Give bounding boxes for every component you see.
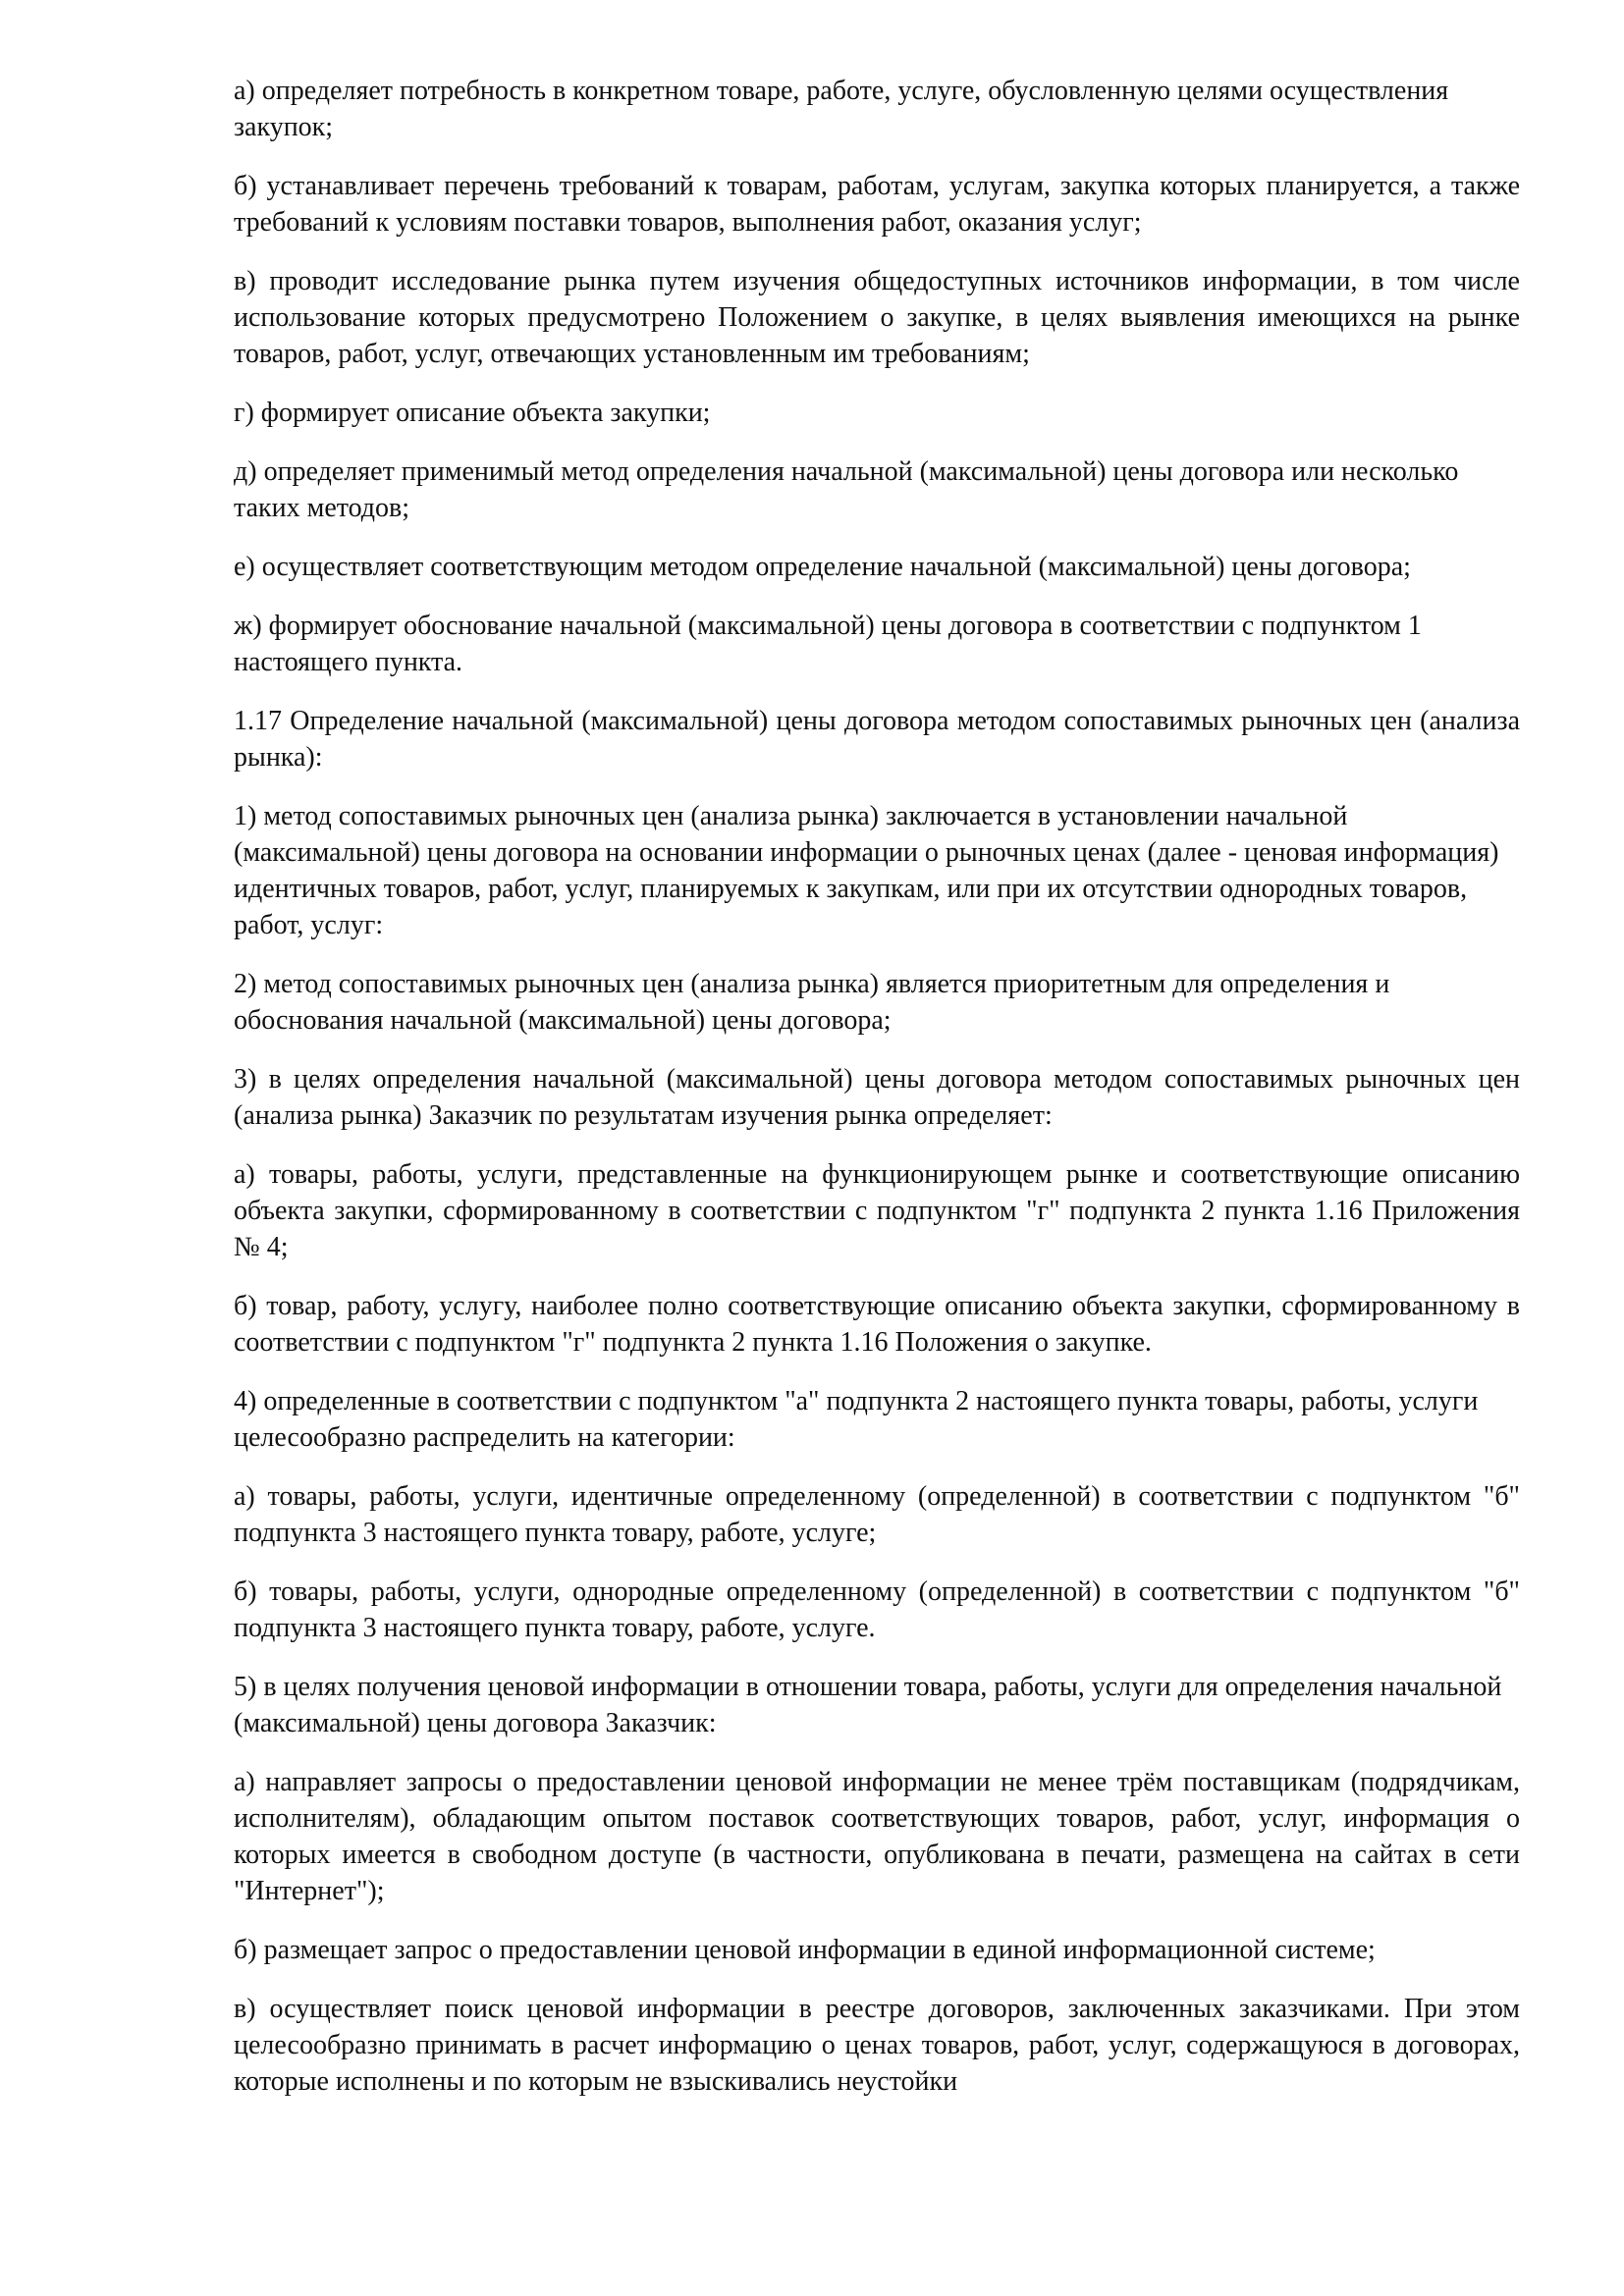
paragraph-5-price-info: 5) в целях получения ценовой информации в отношении товара, работы, услуги для определения начальной (максимальной) цены договора Заказчик:: [234, 1672, 1502, 1738]
paragraph-4b-homogeneous: б) товары, работы, услуги, однородные определенному (определенной) в соответствии с подпунктом "б" подпункта 3 настоящего пункта товару, работе, услуге.: [234, 1576, 1520, 1643]
paragraph-5v-contract-registry: в) осуществляет поиск ценовой информации в реестре договоров, заключенных заказчиками. При этом целесообразно принимать в расчет информацию о ценах товаров, работ, услуг, содержащуюся в договорах, которые исполнены и по которым не взыскивались неустойки: [234, 1994, 1520, 2097]
paragraph-3a-goods-on-market: а) товары, работы, услуги, представленные на функционирующем рынке и соответствующие описанию объекта закупки, сформированному в соответствии с подпунктом "г" подпункта 2 пункта 1.16 Приложения № 4;: [234, 1159, 1520, 1262]
paragraph-b-requirements: б) устанавливает перечень требований к товарам, работам, услугам, закупка которых планируется, а также требований к условиям поставки товаров, выполнения работ, оказания услуг;: [234, 171, 1520, 238]
paragraph-3b-best-match: б) товар, работу, услугу, наиболее полно соответствующие описанию объекта закупки, сформированному в соответствии с подпунктом "г" подпункта 2 пункта 1.16 Положения о закупке.: [234, 1291, 1520, 1358]
paragraph-v-market-research: в) проводит исследование рынка путем изучения общедоступных источников информации, в том числе использование которых предусмотрено Положением о закупке, в целях выявления имеющихся на рынке товаров, работ, услуг, отвечающих установленным им требованиям;: [234, 266, 1520, 369]
paragraph-4a-identical: а) товары, работы, услуги, идентичные определенному (определенной) в соответствии с подпунктом "б" подпункта 3 настоящего пункта товару, работе, услуге;: [234, 1481, 1520, 1548]
paragraph-d-method: д) определяет применимый метод определения начальной (максимальной) цены договора или несколько таких методов;: [234, 456, 1459, 523]
paragraph-5b-eis-request: б) размещает запрос о предоставлении ценовой информации в единой информационной системе;: [234, 1935, 1376, 1965]
paragraph-5a-requests: а) направляет запросы о предоставлении ценовой информации не менее трём поставщикам (подрядчикам, исполнителям), обладающим опытом поставок соответствующих товаров, работ, услуг, информация о которых имеется в свободном доступе (в частности, опубликована в печати, размещена на сайтах в сети "Интернет");: [234, 1767, 1520, 1906]
section-1-17-heading: 1.17 Определение начальной (максимальной) цены договора методом сопоставимых рыночных цен (анализа рынка):: [234, 706, 1520, 773]
paragraph-1-method-definition: 1) метод сопоставимых рыночных цен (анализа рынка) заключается в установлении начальной (максимальной) цены договора на основании информации о рыночных ценах (далее - ценовая информация) идентичных товаров, работ, услуг, планируемых к закупкам, или при их отсутствии однородных товаров, работ, услуг:: [234, 801, 1499, 940]
paragraph-g-description: г) формирует описание объекта закупки;: [234, 398, 711, 428]
paragraph-zh-justification: ж) формирует обоснование начальной (максимальной) цены договора в соответствии с подпунктом 1 настоящего пункта.: [234, 611, 1422, 677]
paragraph-4-categories: 4) определенные в соответствии с подпунктом "а" подпункта 2 настоящего пункта товары, работы, услуги целесообразно распределить на категории:: [234, 1386, 1479, 1453]
document-page: [234, 73, 1520, 2122]
paragraph-3-customer-determines: 3) в целях определения начальной (максимальной) цены договора методом сопоставимых рыночных цен (анализа рынка) Заказчик по результатам изучения рынка определяет:: [234, 1064, 1520, 1131]
paragraph-a-need: а) определяет потребность в конкретном товаре, работе, услуге, обусловленную целями осуществления закупок;: [234, 76, 1449, 142]
paragraph-2-priority: 2) метод сопоставимых рыночных цен (анализа рынка) является приоритетным для определения и обоснования начальной (максимальной) цены договора;: [234, 969, 1390, 1036]
paragraph-e-price-determination: е) осуществляет соответствующим методом определение начальной (максимальной) цены договора;: [234, 552, 1411, 582]
